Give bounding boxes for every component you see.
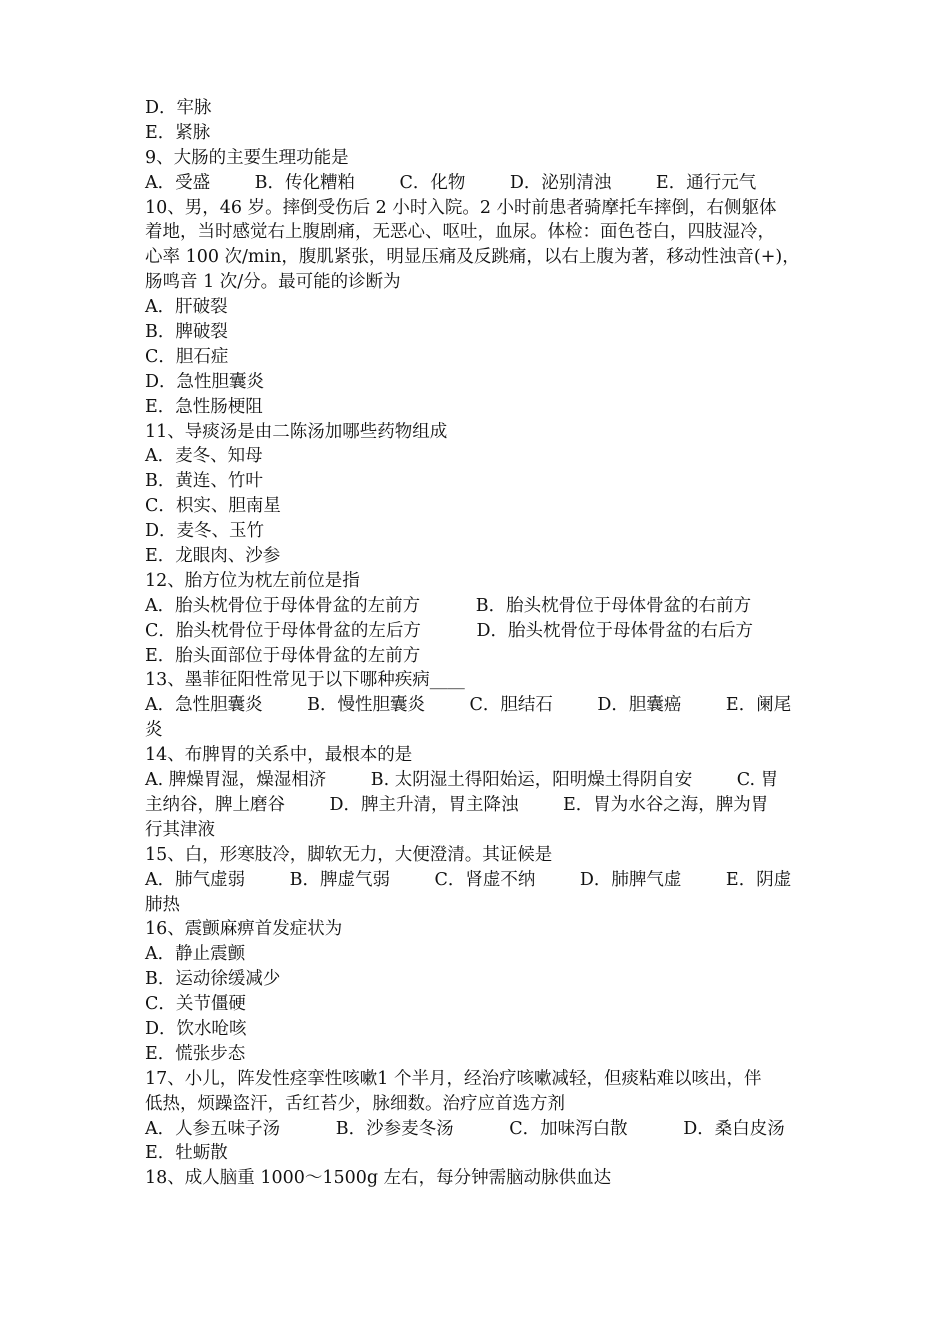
option-line: E．慌张步态	[145, 1043, 246, 1064]
option-line: A．肝破裂	[145, 297, 228, 318]
question-9-stem: 9、大肠的主要生理功能是	[145, 147, 349, 168]
option-line: E．急性肠梗阻	[145, 396, 263, 417]
text-line: 炎	[145, 720, 163, 741]
option-line: D．急性胆囊炎	[145, 371, 265, 392]
option-line: A．静止震颤	[145, 944, 246, 965]
option-line: C．胆石症	[145, 346, 229, 367]
question-9-options: A．受盛 B．传化糟粕 C．化物 D．泌别清浊 E．通行元气	[145, 172, 757, 193]
question-14-stem: 14、布脾胃的关系中，最根本的是	[145, 745, 413, 766]
text-line: 肺热	[145, 894, 180, 915]
question-15-stem: 15、白，形寒肢冷，脚软无力，大便澄清。其证候是	[145, 844, 553, 865]
option-line: C．胎头枕骨位于母体骨盆的左后方 D．胎头枕骨位于母体骨盆的右后方	[145, 620, 754, 641]
option-line: C．关节僵硬	[145, 994, 246, 1015]
text-line: 行其津液	[145, 819, 215, 840]
question-17-options: A．人参五味子汤 B．沙参麦冬汤 C．加味泻白散 D．桑白皮汤	[145, 1118, 785, 1139]
question-13-options: A．急性胆囊炎 B．慢性胆囊炎 C．胆结石 D．胆囊癌 E．阑尾	[145, 695, 792, 716]
question-17-stem: 17、小儿，阵发性痉挛性咳嗽1 个半月，经治疗咳嗽减轻，但痰粘难以咳出，伴	[145, 1068, 762, 1089]
question-11-stem: 11、导痰汤是由二陈汤加哪些药物组成	[145, 421, 448, 442]
question-18-stem: 18、成人脑重 1000～1500g 左右，每分钟需脑动脉供血达	[145, 1168, 612, 1189]
option-line: E．龙眼肉、沙参	[145, 546, 281, 567]
option-line: D．饮水呛咳	[145, 1018, 247, 1039]
option-line: E．胎头面部位于母体骨盆的左前方	[145, 645, 421, 666]
question-13-stem: 13、墨菲征阳性常见于以下哪种疾病____	[145, 670, 465, 691]
option-line: B．运动徐缓减少	[145, 969, 281, 990]
option-line: B．脾破裂	[145, 322, 228, 343]
option-line: D．麦冬、玉竹	[145, 521, 265, 542]
text-line: E．紧脉	[145, 122, 211, 143]
option-line: A．胎头枕骨位于母体骨盆的左前方 B．胎头枕骨位于母体骨盆的右前方	[145, 595, 752, 616]
option-line: E．牡蛎散	[145, 1143, 228, 1164]
text-line: 心率 100 次/min，腹肌紧张，明显压痛及反跳痛，以右上腹为著，移动性浊音(+)，	[145, 247, 800, 268]
option-line: C．枳实、胆南星	[145, 496, 281, 517]
option-line: A．麦冬、知母	[145, 446, 263, 467]
text-line: 着地，当时感觉右上腹剧痛，无恶心、呕吐，血尿。体检：面色苍白，四肢湿冷，	[145, 222, 775, 243]
question-14-options: A. 脾燥胃湿，燥湿相济 B. 太阴湿土得阳始运，阳明燥土得阴自安 C. 胃	[145, 770, 779, 791]
question-10-stem: 10、男，46 岁。摔倒受伤后 2 小时入院。2 小时前患者骑摩托车摔倒，右侧躯体	[145, 197, 777, 218]
document-page	[145, 96, 817, 1191]
text-line: 主纳谷，脾上磨谷 D．脾主升清，胃主降浊 E．胃为水谷之海，脾为胃	[145, 794, 769, 815]
text-line: D．牢脉	[145, 98, 212, 118]
text-line: 低热，烦躁盗汗，舌红苔少，脉细数。治疗应首选方剂	[145, 1093, 565, 1114]
text-line: 肠鸣音 1 次/分。最可能的诊断为	[145, 272, 401, 293]
question-12-stem: 12、胎方位为枕左前位是指	[145, 570, 360, 591]
question-15-options: A．肺气虚弱 B．脾虚气弱 C．肾虚不纳 D．肺脾气虚 E．阴虚	[145, 869, 792, 890]
question-16-stem: 16、震颤麻痹首发症状为	[145, 919, 343, 940]
option-line: B．黄连、竹叶	[145, 471, 263, 492]
